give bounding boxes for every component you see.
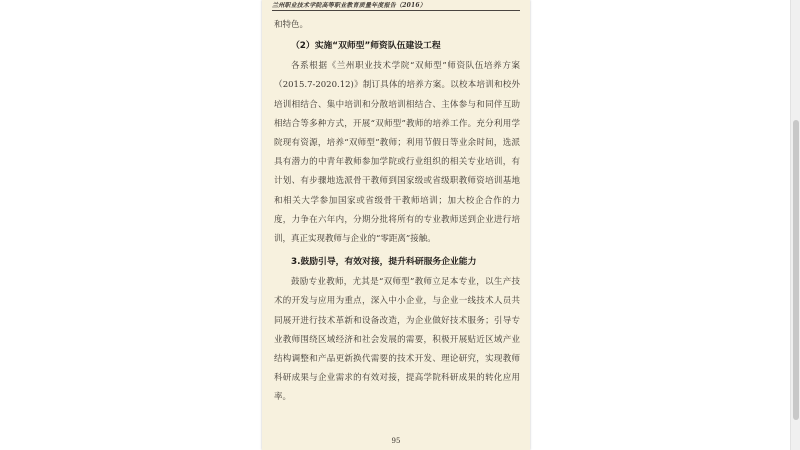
header-rule — [272, 10, 520, 11]
vertical-scrollbar[interactable] — [790, 0, 800, 450]
page-body — [274, 16, 520, 408]
document-page — [262, 0, 530, 450]
section-heading-research-services: 3.鼓励引导，有效对接，提升科研服务企业能力 — [291, 257, 477, 268]
section-heading-double-qualified-teachers: （2）实施“双师型”师资队伍建设工程 — [291, 41, 441, 52]
paragraph-research-services: 鼓励专业教师，尤其是“双师型”教师立足本专业，以生产技术的开发与应用为重点，深入中小企业，与企业一线技术人员共同展开进行技术革新和设备改造，为企业做好技术服务；引导专业教师围绕区域经济和社会发展的需要，积极开展贴近区域产业结构调整和产品更新换代需要的技术开发、理论研究，实现教师科研成果与企业需求的有效对接，提高学院科研成果的转化应用率。 — [274, 277, 520, 403]
running-header: 兰州职业技术学院高等职业教育质量年度报告（2016） — [272, 2, 426, 9]
page-number: 95 — [391, 437, 401, 445]
paragraph-continuation: 和特色。 — [274, 20, 309, 30]
paragraph-teacher-training: 各系根据《兰州职业技术学院“双师型”师资队伍培养方案（2015.7-2020.12)》制订具体的培养方案。以校本培训和校外培训相结合、集中培训和分散培训相结合、主体参与和同伴互助相结合等多种方式，开展“双师型”教师的培养工作。充分利用学院现有资源，培养“双师型”教师；利用节假日等业余时间，选派具有潜力的中青年教师参加学院或行业组织的相关专业培训，有计划、有步骤地选派骨干教师到国家级或省级职教师资培训基地和相关大学参加国家或省级骨干教师培训；加大校企合作的力度，力争在六年内，分期分批将所有的专业教师送到企业进行培训，真正实现教师与企业的“零距离”接触。 — [274, 61, 520, 245]
scrollbar-thumb[interactable] — [793, 120, 799, 420]
